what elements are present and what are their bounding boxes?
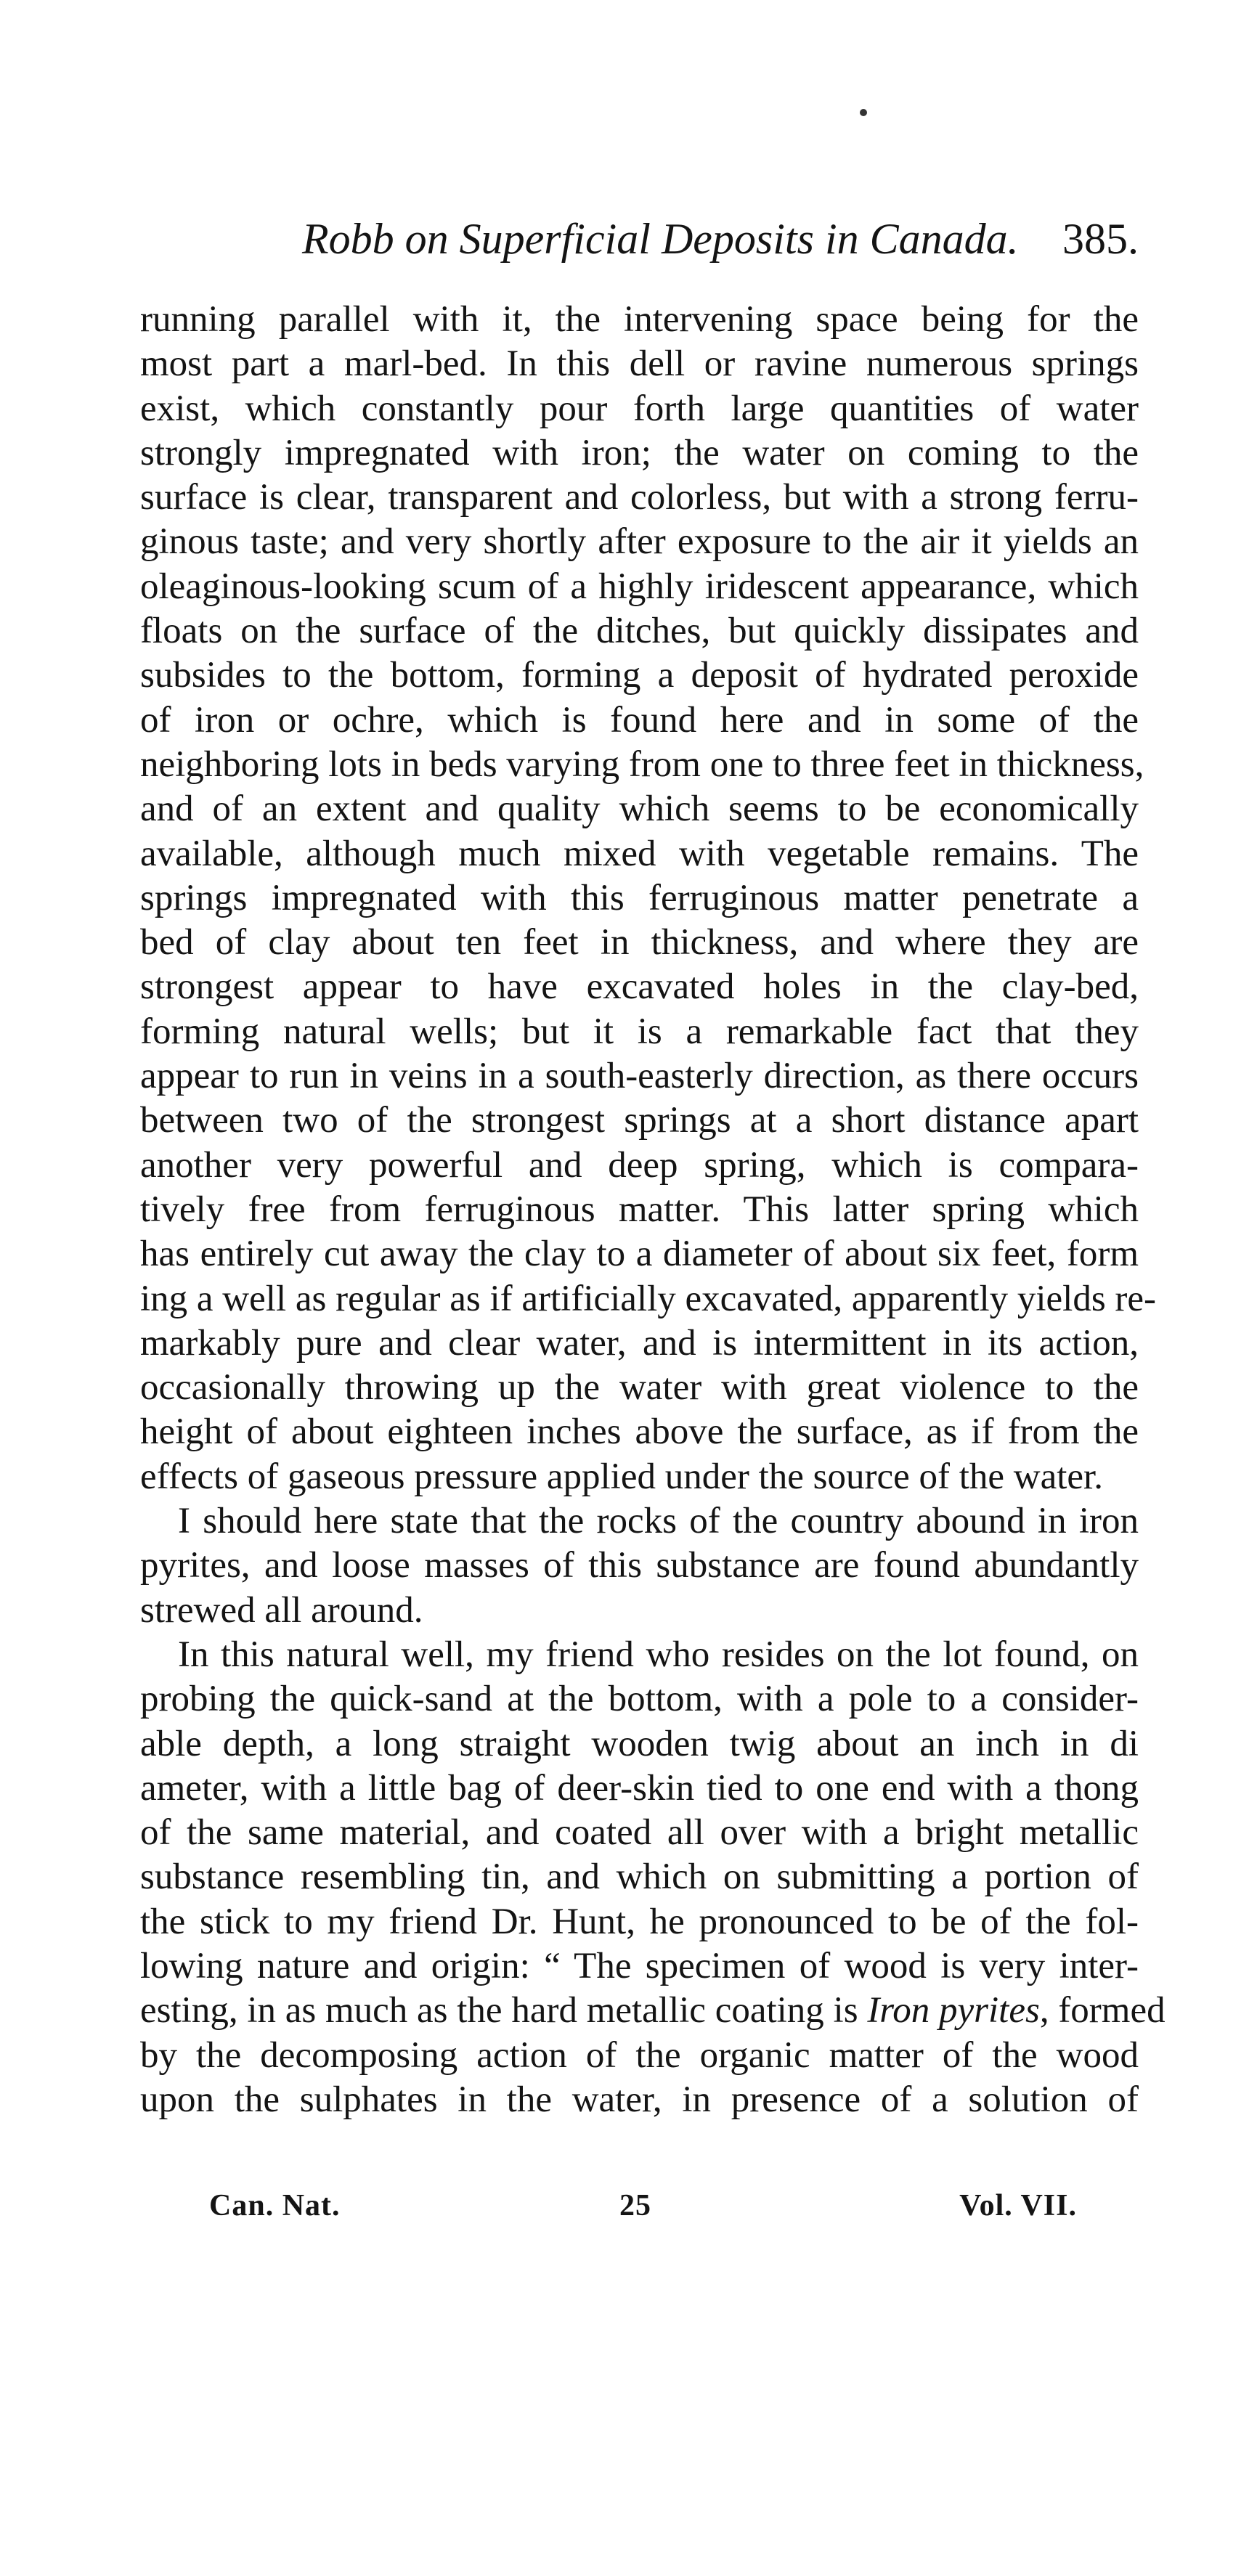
paragraph-3 bbox=[140, 1633, 1166, 2122]
text-line: forming natural wells; but it is a remarkable fact that they bbox=[140, 1011, 1139, 1052]
text-line: effects of gaseous pressure applied under the source of the water. bbox=[140, 1456, 1103, 1497]
text-line: strongly impregnated with iron; the water on coming to the bbox=[140, 432, 1139, 473]
text-line: between two of the strongest springs at a short distance apart bbox=[140, 1100, 1139, 1141]
paragraph-2 bbox=[140, 1499, 1139, 1633]
text-line: upon the sulphates in the water, in presence of a solution of bbox=[140, 2079, 1139, 2120]
footer-volume: Vol. VII. bbox=[959, 2189, 1077, 2222]
page-number: 385. bbox=[1062, 215, 1139, 263]
text-line: of the same material, and coated all over with a bright metallic bbox=[140, 1812, 1139, 1854]
text-line: ameter, with a little bag of deer-skin tied to one end with a thong bbox=[140, 1767, 1139, 1809]
text-line: esting, in as much as the hard metallic coating is Iron pyrites, formed bbox=[140, 1990, 1166, 2031]
text-line: neighboring lots in beds varying from one to three feet in thickness, bbox=[140, 743, 1144, 785]
text-line: probing the quick-sand at the bottom, with a pole to a consider- bbox=[140, 1679, 1139, 1720]
text-line: height of about eighteen inches above the surface, as if from the bbox=[140, 1411, 1139, 1453]
text-line: the stick to my friend Dr. Hunt, he pronounced to be of the fol- bbox=[140, 1901, 1139, 1942]
text-line: available, although much mixed with vegetable remains. The bbox=[140, 833, 1139, 874]
page-footer bbox=[140, 2188, 1139, 2232]
text-line: surface is clear, transparent and colorless, but with a strong ferru- bbox=[140, 477, 1139, 518]
text-line: exist, which constantly pour forth large quantities of water bbox=[140, 388, 1139, 429]
text-line: markably pure and clear water, and is intermittent in its action, bbox=[140, 1322, 1139, 1364]
footer-journal: Can. Nat. bbox=[209, 2189, 341, 2222]
text-line: has entirely cut away the clay to a diameter of about six feet, form bbox=[140, 1234, 1139, 1275]
italic-term: Iron pyrites bbox=[867, 1990, 1040, 2031]
text-line: ing a well as regular as if artificially excavated, apparently yields re- bbox=[140, 1278, 1157, 1319]
text-line: and of an extent and quality which seems to be economically bbox=[140, 788, 1139, 830]
text-line: strewed all around. bbox=[140, 1589, 423, 1631]
text-line: bed of clay about ten feet in thickness, and where they are bbox=[140, 922, 1139, 963]
text-line: springs impregnated with this ferruginous matter penetrate a bbox=[140, 877, 1139, 918]
print-speck bbox=[860, 109, 867, 116]
text-line: able depth, a long straight wooden twig about an inch in di bbox=[140, 1723, 1139, 1764]
text-line: by the decomposing action of the organic matter of the wood bbox=[140, 2034, 1139, 2076]
text-line: another very powerful and deep spring, which is compara- bbox=[140, 1144, 1139, 1186]
text-line: occasionally throwing up the water with great violence to the bbox=[140, 1367, 1139, 1409]
text-line: subsides to the bottom, forming a deposit of hydrated peroxide bbox=[140, 655, 1139, 696]
text-line: running parallel with it, the intervening space being for the bbox=[140, 299, 1139, 340]
text-line: I should here state that the rocks of the country abound in iron bbox=[178, 1501, 1139, 1542]
text-line: ginous taste; and very shortly after exposure to the air it yields an bbox=[140, 521, 1139, 563]
body-text bbox=[140, 298, 1166, 2122]
running-head bbox=[140, 214, 1139, 272]
text-line: In this natural well, my friend who resides on the lot found, on bbox=[178, 1634, 1139, 1675]
paragraph-1 bbox=[140, 298, 1157, 1499]
running-title: Robb on Superficial Deposits in Canada. bbox=[302, 215, 1019, 263]
footer-signature: 25 bbox=[619, 2189, 651, 2222]
text-line: most part a marl-bed. In this dell or ravine numerous springs bbox=[140, 343, 1139, 385]
text-line: tively free from ferruginous matter. This latter spring which bbox=[140, 1189, 1139, 1230]
text-line: appear to run in veins in a south-easterly direction, as there occurs bbox=[140, 1056, 1139, 1097]
text-line: substance resembling tin, and which on submitting a portion of bbox=[140, 1856, 1139, 1898]
text-line: strongest appear to have excavated holes in the clay-bed, bbox=[140, 966, 1139, 1008]
text-line: floats on the surface of the ditches, but quickly dissipates and bbox=[140, 611, 1139, 652]
text-line: oleaginous-looking scum of a highly iridescent appearance, which bbox=[140, 566, 1139, 607]
text-line: of iron or ochre, which is found here and in some of the bbox=[140, 699, 1139, 741]
text-line: lowing nature and origin: “ The specimen of wood is very inter- bbox=[140, 1945, 1139, 1986]
text-line: pyrites, and loose masses of this substance are found abundantly bbox=[140, 1545, 1139, 1586]
